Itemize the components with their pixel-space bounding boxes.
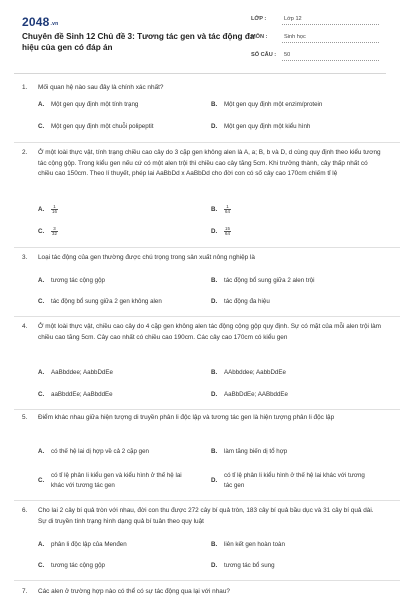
option-letter: A. xyxy=(38,448,45,455)
meta-value: 50 xyxy=(284,52,291,58)
question-stem: Cho lai 2 cây bí quả tròn với nhau, đời con thu được 272 cây bí quả tròn, 183 cây bí quả bầu dục và 31 cây bí quả dài. Sự di truyền tính trạng hình dạng quả bí tuân theo quy luật xyxy=(38,507,374,525)
option-letter: D. xyxy=(211,477,218,484)
logo-suffix: .vn xyxy=(50,21,59,27)
question-separator xyxy=(14,500,400,501)
question-number: 1. xyxy=(22,84,28,91)
question-text xyxy=(22,413,382,424)
option-text: AaBbddee; AabbDdEe xyxy=(51,369,113,376)
fraction xyxy=(51,205,58,214)
question-separator xyxy=(14,316,400,317)
meta-value: Lớp 12 xyxy=(284,16,302,22)
question-separator xyxy=(14,409,400,410)
option-text: có tỉ lệ phân li kiểu gen và kiểu hình ở thế hệ lai khác với tương tác gen xyxy=(51,472,182,489)
meta-dotted-line xyxy=(282,60,379,61)
question-7 xyxy=(22,587,382,598)
option-letter: D. xyxy=(211,391,218,398)
question-stem: Các alen ở trường hợp nào có thể có sự tác động qua lại với nhau? xyxy=(38,588,230,595)
logo-text: 2048 xyxy=(22,15,50,29)
option-letter: C. xyxy=(38,123,45,130)
question-number: 3. xyxy=(22,254,28,261)
fraction xyxy=(51,227,58,236)
option-text: liên kết gen hoàn toàn xyxy=(224,541,285,548)
option-letter: C. xyxy=(38,562,45,569)
option-text: tương tác cộng gộp xyxy=(51,277,105,284)
question-2 xyxy=(22,148,382,180)
meta-dotted-line xyxy=(282,24,379,25)
question-stem: Mối quan hệ nào sau đây là chính xác nhất? xyxy=(38,84,164,91)
site-logo[interactable] xyxy=(22,15,58,29)
fraction xyxy=(224,227,231,236)
option-text: có tỉ lệ phân li kiểu hình ở thế hệ lai khác với tương tác gen xyxy=(224,472,365,489)
option-letter: B. xyxy=(211,101,218,108)
option-text: tương tác bổ sung xyxy=(224,562,275,569)
question-stem: Ở một loài thực vật, chiều cao cây do 4 cặp gen không alen tác động cộng gộp quy định. Sự có mặt của mỗi alen trội làm chiều cao tăng 5cm. Cây cao nhất có chiều cao 190cm. Các cây cao 170cm có kiểu gen xyxy=(38,323,381,341)
meta-dotted-line xyxy=(282,42,379,43)
question-stem: Điểm khác nhau giữa hiện tượng di truyền phân li độc lập và tương tác gen là hiện tượng phân li độc lập xyxy=(38,414,335,421)
meta-box xyxy=(251,12,379,66)
option-letter: A. xyxy=(38,101,45,108)
option-text: Một gen quy định một tính trạng xyxy=(51,101,139,108)
meta-value: Sinh học xyxy=(284,34,306,40)
fraction-denominator: 64 xyxy=(225,231,230,236)
option-text: tương tác cộng gộp xyxy=(51,562,105,569)
question-number: 7. xyxy=(22,588,28,595)
option-letter: C. xyxy=(38,298,45,305)
document-title: Chuyên đề Sinh 12 Chủ đề 3: Tương tác gen và tác động đa hiệu của gen có đáp án xyxy=(22,32,255,52)
option-letter: D. xyxy=(211,123,218,130)
meta-row-class xyxy=(251,12,379,30)
option-letter: B. xyxy=(211,541,218,548)
question-6 xyxy=(22,506,382,527)
option-text: AAbbddee; AabbDdEe xyxy=(224,369,286,376)
meta-label: LỚP : xyxy=(251,16,267,22)
page-header xyxy=(0,0,400,70)
option-letter: B. xyxy=(211,369,218,376)
question-separator xyxy=(14,142,400,143)
option-letter: B. xyxy=(211,277,218,284)
question-number: 6. xyxy=(22,507,28,514)
option-text: Một gen quy định một chuỗi polipeptit xyxy=(51,123,154,130)
question-separator xyxy=(14,580,400,581)
fraction-denominator: 16 xyxy=(52,209,57,214)
option-text: tác động bổ sung giữa 2 alen trội xyxy=(224,277,315,284)
question-text xyxy=(22,506,382,527)
meta-label: SỐ CÂU : xyxy=(251,52,277,58)
fraction-numerator: 3 xyxy=(51,227,58,232)
question-5 xyxy=(22,413,382,424)
option-letter: A. xyxy=(38,369,45,376)
option-text: có thế hệ lai dị hợp về cả 2 cặp gen xyxy=(51,448,149,455)
fraction-numerator: 15 xyxy=(225,226,230,231)
option-letter: A. xyxy=(38,541,45,548)
option-letter: C. xyxy=(38,477,45,484)
meta-row-count xyxy=(251,48,379,66)
option-letter: C. xyxy=(38,228,45,235)
fraction-numerator: 1 xyxy=(51,205,58,210)
question-number: 5. xyxy=(22,414,28,421)
question-text xyxy=(22,322,382,343)
option-text: phân li độc lập của Menđen xyxy=(51,541,127,548)
question-number: 2. xyxy=(22,149,28,156)
fraction-numerator: 1 xyxy=(224,205,231,210)
question-text xyxy=(22,253,382,264)
option-text: tác động đa hiệu xyxy=(224,298,270,305)
option-text: AaBbDdEe; AABbddEe xyxy=(224,391,288,398)
option-text: tác động bổ sung giữa 2 gen không alen xyxy=(51,298,162,305)
option-letter: C. xyxy=(38,391,45,398)
option-text: aaBbddEe; AaBbddEe xyxy=(51,391,113,398)
question-number: 4. xyxy=(22,323,28,330)
option-letter: A. xyxy=(38,206,45,213)
option-letter: B. xyxy=(211,206,218,213)
option-text: Một gen quy định một kiểu hình xyxy=(224,123,311,130)
option-letter: D. xyxy=(211,562,218,569)
question-stem: Ở một loài thực vật, tính trạng chiều cao cây do 3 cặp gen không alen là A, a; B, b và D, d cùng quy định theo kiểu tương tác cộng gộp. Trong kiểu gen nếu cứ có một alen trội thì chiều cao cây tăng 5cm. Khi trưởng thành, cây thấp nhất có chiều cao 150cm. Theo lí thuyết, phép lai AaBbDd x AaBbDd cho đời con có số cây cao 170cm chiếm tỉ lệ xyxy=(38,149,381,177)
option-text: Một gen quy định một enzim/protein xyxy=(224,101,323,108)
question-3 xyxy=(22,253,382,264)
fraction xyxy=(224,205,231,214)
question-1 xyxy=(22,83,382,94)
option-letter: D. xyxy=(211,228,218,235)
fraction-denominator: 64 xyxy=(225,209,230,214)
question-text xyxy=(22,587,382,598)
header-divider xyxy=(14,73,386,74)
fraction-denominator: 32 xyxy=(52,231,57,236)
question-text xyxy=(22,148,382,180)
option-letter: D. xyxy=(211,298,218,305)
meta-label: MÔN : xyxy=(251,34,268,40)
meta-row-subject xyxy=(251,30,379,48)
option-letter: A. xyxy=(38,277,45,284)
question-stem: Loại tác động của gen thường được chú trọng trong sản xuất nông nghiệp là xyxy=(38,254,255,261)
question-separator xyxy=(14,247,400,248)
option-letter: B. xyxy=(211,448,218,455)
option-text: làm tăng biến dị tổ hợp xyxy=(224,448,288,455)
question-text xyxy=(22,83,382,94)
question-4 xyxy=(22,322,382,343)
